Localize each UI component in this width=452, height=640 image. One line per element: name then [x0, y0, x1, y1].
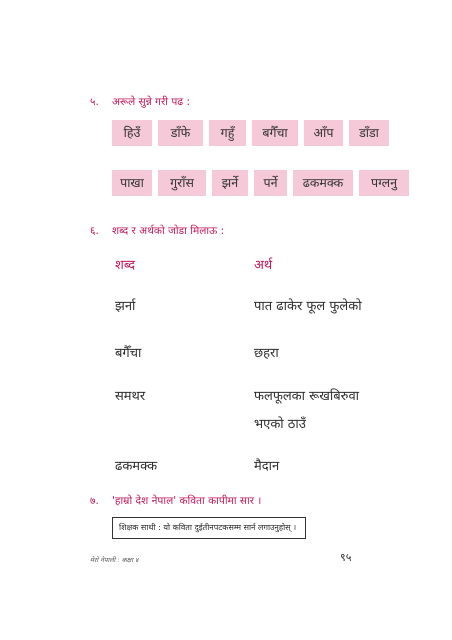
word-tile: आँप [304, 120, 343, 146]
q5-word-row-2 [112, 170, 409, 196]
word-tile: डाँफे [158, 120, 203, 146]
q5-heading [90, 95, 190, 109]
match-meaning: फलफूलका रूखबिरुवा [254, 389, 360, 404]
match-word: ढकमक्क [115, 459, 158, 474]
word-tile: ढकमक्क [293, 170, 353, 196]
q6-instruction: शब्द र अर्थको जोडा मिलाऊ : [112, 225, 225, 237]
book-title-footer: मेरो नेपाली : कक्षा ४ [90, 556, 139, 564]
q6-number: ६. [90, 225, 99, 237]
word-tile: झर्ने [212, 170, 248, 196]
word-tile: पाखा [112, 170, 152, 196]
word-tile: पर्ने [254, 170, 287, 196]
word-tile: बगैँचा [252, 120, 298, 146]
q6-heading [90, 224, 224, 238]
word-tile: गहुँ [209, 120, 246, 146]
match-meaning: पात ढाकेर फूल फुलेको [254, 299, 362, 314]
q5-word-row-1 [112, 120, 389, 146]
q7-instruction: 'हाम्रो देश नेपाल' कविता कापीमा सार । [112, 495, 262, 507]
page-number: ९५ [340, 551, 352, 564]
match-word: समथर [115, 389, 146, 404]
word-tile: हिउँ [112, 120, 152, 146]
word-tile: गुराँस [158, 170, 206, 196]
q7-number: ७. [90, 495, 99, 507]
teacher-note-box: शिक्षक साथी : यो कविता दुईतीनपटकसम्म सार्न लगाउनुहोस् । [112, 517, 306, 539]
q5-instruction: अरूले सुन्ने गरी पढ : [112, 96, 191, 108]
word-tile: पग्लनु [359, 170, 409, 196]
match-meaning: छहरा [254, 346, 279, 361]
match-meaning-continued: भएको ठाउँ [254, 417, 306, 432]
match-word: झर्ना [115, 299, 136, 314]
q7-heading [90, 494, 261, 508]
match-meaning: मैदान [254, 459, 280, 474]
meaning-column-heading: अर्थ [254, 258, 273, 273]
word-column-heading: शब्द [115, 258, 136, 273]
word-tile: डाँडा [349, 120, 389, 146]
q5-number: ५. [90, 96, 99, 108]
match-word: बगैँचा [115, 346, 142, 361]
